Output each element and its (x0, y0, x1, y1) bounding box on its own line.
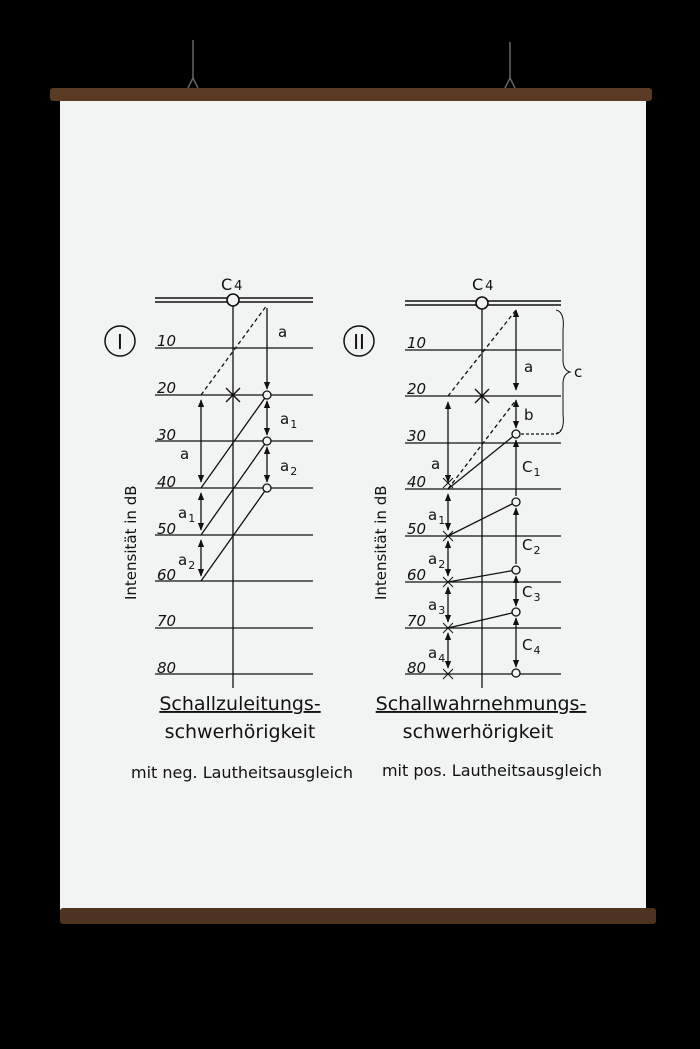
scale-label: 20 (407, 380, 427, 398)
scale-label: 60 (407, 566, 427, 584)
scale-label: 80 (157, 659, 177, 677)
diagram-ii-title-line1: Schallwahrnehmungs- (375, 693, 587, 715)
label-a1-right: $a_1$ (280, 410, 298, 431)
label-a-left: a (431, 455, 441, 473)
diagram-i-subtitle: mit neg. Lautheitsausgleich (131, 763, 353, 782)
diagram-i-title-line2: schwerhörigkeit (164, 721, 316, 743)
paper-sheet (60, 98, 646, 916)
scale-label: 30 (407, 427, 427, 445)
diagram-ii-top-label: C 4 (472, 275, 494, 294)
scale-label: 80 (407, 659, 427, 677)
label-b-right: b (524, 406, 534, 424)
hanging-wires (188, 40, 515, 88)
label-c-brace: c (574, 363, 583, 381)
label-a-left: a (180, 445, 190, 463)
numeral-i: I (117, 330, 123, 354)
scale-label: 70 (157, 612, 177, 630)
scale-label: 70 (407, 612, 427, 630)
scale-label: 10 (157, 332, 177, 350)
label-a3-left: $a_3$ (428, 596, 446, 617)
top-rod (50, 88, 652, 101)
scale-label: 30 (157, 426, 177, 444)
label-c1-right: $C_1$ (522, 458, 541, 479)
label-a1-left: $a_1$ (178, 504, 196, 525)
diagram-i-top-label: C 4 (221, 275, 243, 294)
scale-label: 10 (407, 334, 427, 352)
diagram-ii-title-line2: schwerhörigkeit (402, 721, 554, 743)
label-a4-left: $a_4$ (428, 644, 446, 665)
diagram-i-title-line1: Schallzuleitungs- (159, 693, 321, 715)
scale-label: 40 (407, 473, 427, 491)
label-c4-right: $C_4$ (522, 636, 541, 657)
label-c2-right: $C_2$ (522, 536, 541, 557)
label-a2-right: $a_2$ (280, 457, 298, 478)
scale-label: 20 (157, 379, 177, 397)
label-a-right: a (278, 323, 288, 341)
label-a2-left: $a_2$ (178, 551, 196, 572)
numeral-ii: II (353, 330, 365, 354)
label-a-right: a (524, 358, 534, 376)
scale-label: 60 (157, 566, 177, 584)
diagram-ii-subtitle: mit pos. Lautheitsausgleich (381, 761, 603, 780)
scale-label: 50 (157, 520, 177, 538)
scale-label: 50 (407, 520, 427, 538)
label-a1-left: $a_1$ (428, 506, 446, 527)
bottom-rod (60, 908, 656, 924)
label-c3-right: $C_3$ (522, 583, 541, 604)
scale-label: 40 (157, 473, 177, 491)
diagram-i-axis-label: Intensität in dB (122, 485, 140, 600)
label-a2-left: $a_2$ (428, 550, 446, 571)
diagram-ii-axis-label: Intensität in dB (372, 485, 390, 600)
